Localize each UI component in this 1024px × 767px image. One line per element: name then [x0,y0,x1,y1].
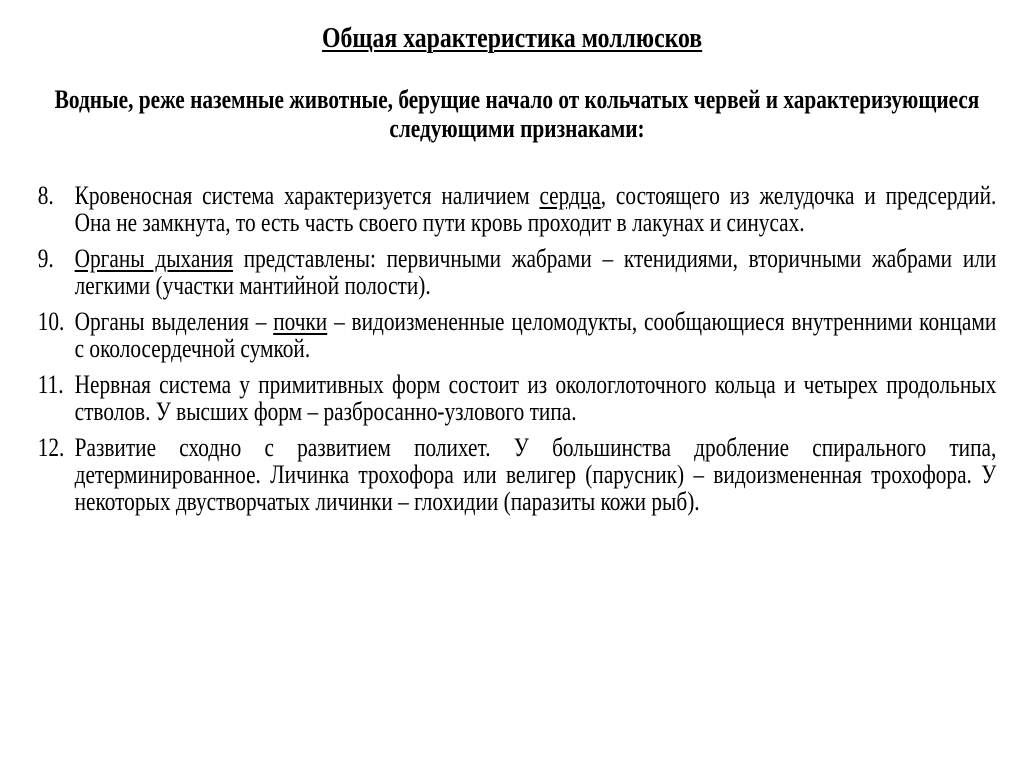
text-segment: , состоящего из желудочка и предсердий. Она не замкнута, то есть часть своего пути кровь проходит в лакунах и синусах. [74,181,997,237]
item-text [75,182,997,236]
item-number: 12. [37,433,65,462]
list-item [38,371,997,425]
text-segment: Развитие сходно с развитием полихет. У большинства дробление спирального типа, детерминированное. Личинка трохофора или велигер (парусник) – видоизмененная трохофора. У некоторых двустворчатых личинки – глохидии (паразиты кожи рыб). [74,433,997,516]
item-number: 9. [37,244,54,273]
item-number: 10. [37,307,65,336]
list-item [38,182,997,236]
item-number: 8. [37,181,54,210]
slide-subtitle: Водные, реже наземные животные, берущие начало от кольчатых червей и характеризующиеся следующими признаками: [54,85,980,143]
underlined-term: сердца [539,181,601,210]
list-item [38,434,997,515]
feature-list [38,182,997,524]
item-text [75,308,997,362]
slide-title: Общая характеристика моллюсков [322,22,703,54]
item-text [75,245,997,299]
underlined-term: Органы дыхания [74,244,233,273]
list-item [38,308,997,362]
item-text [75,371,997,425]
text-segment: Нервная система у примитивных форм состоит из окологлоточного кольца и четырех продольных стволов. У высших форм – разбросанно-узлового типа. [74,370,997,426]
text-segment: Кровеносная система характеризуется наличием [74,181,540,210]
item-text [75,434,997,515]
item-number: 11. [37,370,64,399]
list-item [38,245,997,299]
underlined-term: почки [273,307,328,336]
text-segment: представлены: первичными жабрами – ктенидиями, вторичными жабрами или легкими (участки мантийной полости). [74,244,997,300]
text-segment: – видоизмененные целомодукты, сообщающиеся внутренними концами с околосердечной сумкой. [74,307,997,363]
text-segment: Органы выделения – [74,307,274,336]
